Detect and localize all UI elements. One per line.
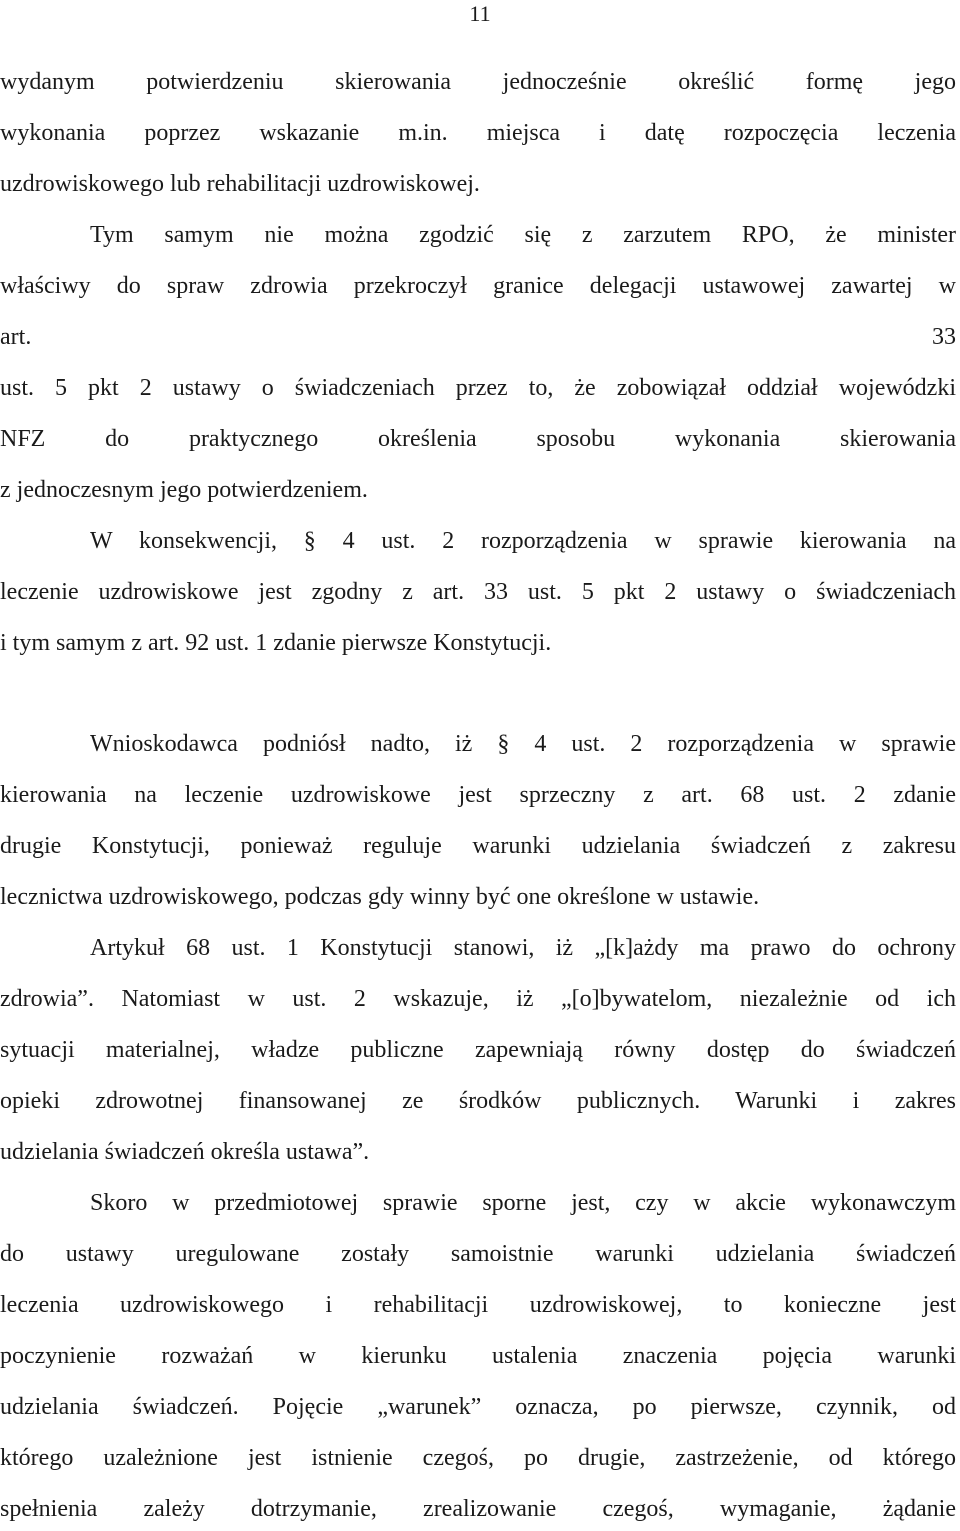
text-line: opieki zdrowotnej finansowanej ze środków publicznych. Warunki i zakres <box>0 1088 956 1114</box>
text-line: kierowania na leczenie uzdrowiskowe jest sprzeczny z art. 68 ust. 2 zdanie <box>0 782 956 808</box>
text-line: poczynienie rozważań w kierunku ustalenia znaczenia pojęcia warunki <box>0 1343 956 1369</box>
text-line: art. 33 <box>0 324 956 350</box>
text-line: leczenie uzdrowiskowe jest zgodny z art. 33 ust. 5 pkt 2 ustawy o świadczeniach <box>0 579 956 605</box>
text-line: lecznictwa uzdrowiskowego, podczas gdy winny być one określone w ustawie. <box>0 884 760 910</box>
text-line: udzielania świadczeń określa ustawa”. <box>0 1139 370 1165</box>
text-line: Skoro w przedmiotowej sprawie sporne jest, czy w akcie wykonawczym <box>90 1190 956 1216</box>
text-line: NFZ do praktycznego określenia sposobu wykonania skierowania <box>0 426 956 452</box>
text-line: Artykuł 68 ust. 1 Konstytucji stanowi, iż „[k]ażdy ma prawo do ochrony <box>90 935 956 961</box>
text-line: spełnienia zależy dotrzymanie, zrealizowanie czegoś, wymaganie, żądanie <box>0 1496 956 1522</box>
text-line: i tym samym z art. 92 ust. 1 zdanie pierwsze Konstytucji. <box>0 630 552 656</box>
text-line: ust. 5 pkt 2 ustawy o świadczeniach przez to, że zobowiązał oddział wojewódzki <box>0 375 956 401</box>
text-line: leczenia uzdrowiskowego i rehabilitacji uzdrowiskowej, to konieczne jest <box>0 1292 956 1318</box>
text-line: do ustawy uregulowane zostały samoistnie warunki udzielania świadczeń <box>0 1241 956 1267</box>
text-line: wykonania poprzez wskazanie m.in. miejsca i datę rozpoczęcia leczenia <box>0 120 956 146</box>
text-line: z jednoczesnym jego potwierdzeniem. <box>0 477 368 503</box>
text-line: Wnioskodawca podniósł nadto, iż § 4 ust. 2 rozporządzenia w sprawie <box>90 731 956 757</box>
text-line: udzielania świadczeń. Pojęcie „warunek” oznacza, po pierwsze, czynnik, od <box>0 1394 956 1420</box>
text-line: drugie Konstytucji, ponieważ reguluje warunki udzielania świadczeń z zakresu <box>0 833 956 859</box>
text-line: właściwy do spraw zdrowia przekroczył granice delegacji ustawowej zawartej w <box>0 273 956 299</box>
text-line: W konsekwencji, § 4 ust. 2 rozporządzenia w sprawie kierowania na <box>90 528 956 554</box>
page-number: 11 <box>469 1 491 26</box>
text-line: uzdrowiskowego lub rehabilitacji uzdrowiskowej. <box>0 171 480 197</box>
text-line: zdrowia”. Natomiast w ust. 2 wskazuje, iż „[o]bywatelom, niezależnie od ich <box>0 986 956 1012</box>
text-line: którego uzależnione jest istnienie czegoś, po drugie, zastrzeżenie, od którego <box>0 1445 956 1471</box>
text-line: sytuacji materialnej, władze publiczne zapewniają równy dostęp do świadczeń <box>0 1037 956 1063</box>
text-line: Tym samym nie można zgodzić się z zarzutem RPO, że minister <box>90 222 956 248</box>
text-line: wydanym potwierdzeniu skierowania jednocześnie określić formę jego <box>0 69 956 95</box>
